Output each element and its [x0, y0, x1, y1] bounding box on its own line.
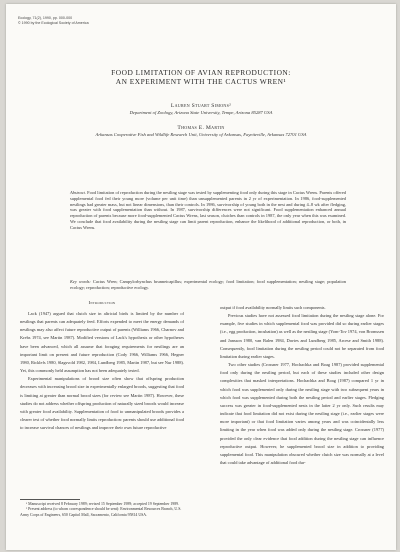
paper-title-line-1: FOOD LIMITATION OF AVIAN REPRODUCTION:: [111, 68, 291, 77]
paragraph: output if food availability normally limits such components.: [220, 305, 326, 310]
keywords-label: Key words:: [70, 279, 91, 284]
paper-title-line-2: AN EXPERIMENT WITH THE CACTUS WREN¹: [115, 77, 287, 86]
paragraph: Lack (1947) argued that clutch size in altricial birds is limited by the number of nestlings that parents can adequately feed. Efforts expended to meet the energy demands of nestlings may also affect future reproductive output of parents (Williams 1966, Charnov and Krebs 1974, see Martin 1987). Modified versions of Lack's hypothesis or other hypotheses have been advanced, which all assume that foraging requirements for nestlings are an important limit on present and future reproduction (Cody 1966, Williams 1966, Hegner 1980, Ricklefs 1980, Slagsvold 1982, 1984, Lundberg 1985, Martin 1987, but see Nur 1988). Yet, this commonly held assumption has not been adequately tested.: [20, 311, 184, 374]
author-1: Lauren Stuart Simons²: [170, 103, 232, 109]
right-column: [220, 304, 384, 467]
affiliation-2: Arkansas Cooperative Fish and Wildlife Research Unit, University of Arkansas, Fayetteville, Arkansas 72701 USA: [95, 132, 307, 137]
affiliation-1: Department of Zoology, Arizona State University, Tempe, Arizona 85287 USA: [129, 110, 273, 115]
journal-citation: Ecology, 71(2), 1990, pp. 000-000: [18, 16, 73, 20]
paragraph: Two other studies (Crossner 1977, Hochachka and Boag 1987) provided supplemental food only during the nestling period, but each of these studies included other design complexities that masked interpretations. Hochachka and Boag (1987) compared 1 yr in which food was supplemented only during the nestling stage with two subsequent years in which food was supplemented during both the nestling period and earlier stages. Fledging success was greater in food-supplemented nests in the latter 2 yr only. Such results may indicate that food limitation did not exist during the nestling stage (i.e., earlier stages were more important) or that food limitation varies among years and was coincidentally less limiting in the year when food was added only during the nestling stage. Crossner (1977) provided the only clear evidence that food addition during the nestling stage can influence reproductive output. However, he supplemented brood size in addition to providing supplemental food. This manipulation obscured whether clutch size was normally at a level that could take advantage of additional food dur-: [220, 362, 384, 465]
abstract-text: Food limitation of reproduction during the nestling stage was tested by supplementing food only during this stage in Cactus Wrens. Parents offered supplemental food fed their young more (volume per unit time) than unsupplemented parents in 2 yr of experimentation. In 1986, food-supplemented nestlings had greater mass, but not linear dimensions, than their controls. In 1986, survivorship of young both in the nest and during 4–8 wk after fledging, was greater with food supplementation than without. In 1987, survivorship differences were not significant. Food supplementation enhanced annual reproduction of parents because more food-supplemented Cactus Wrens, last season, clutches than controls in 1987, the only year when this was examined. We conclude that food availability during the nestling stage can limit parent reproduction, enhance the likelihood of additional reproduction, or both, in Cactus Wrens.: [70, 190, 346, 230]
keywords-text: Cactus Wren; Campylorhynchus brunneicapillus; experimental ecology; food limitation; food supplementation; nestling stage; population ecology; reproduction; reproductive ecology.: [70, 279, 346, 290]
introduction-heading: Introduction: [88, 300, 116, 305]
journal-copyright: © 1990 by the Ecological Society of America: [18, 20, 89, 25]
abstract-label: Abstract.: [70, 190, 86, 195]
paragraph: Previous studies have not assessed food limitation during the nestling stage alone. For example, five studies in which supplemental food was provided did so during earlier stages (i.e., egg production, incubation) as well as the nestling stage (Yom-Tov 1974, von Bromssen and Jansson 1980, van Balen 1984, Davies and Lundberg 1985, Arcese and Smith 1988). Consequently, food limitation during the nestling period could not be separated from food limitation during earlier stages.: [220, 313, 384, 359]
keywords: [70, 279, 346, 291]
paper-page: [6, 4, 396, 550]
left-column: [20, 310, 184, 432]
footnote: ¹ Manuscript received 8 February 1989; revised 15 September 1989; accepted 19 September 1989.: [26, 502, 180, 506]
footnotes: [20, 502, 184, 518]
paragraph: Experimental manipulations of brood size often show that offspring production decreases with increasing brood size in experimentally enlarged broods, suggesting that food is limiting at greater than normal brood sizes (for review see Martin 1987). However, these studies do not address whether offspring production of naturally sized broods would increase with greater food availability. Supplementation of food to unmanipulated broods provides a clearer test of whether food normally limits reproduction: parents should use additional food to increase survival chances of nestlings and improve their own future reproductive: [20, 376, 184, 431]
footnote: ² Present address (to whom correspondence should be sent): Environmental Resources Branch, U.S. Army Corps of Engineers, 650 Capitol Mall, Sacramento, California 95814 USA.: [20, 507, 182, 517]
abstract: [70, 190, 346, 230]
footnote-divider: [20, 499, 80, 500]
author-2: Thomas E. Martin: [177, 125, 225, 131]
